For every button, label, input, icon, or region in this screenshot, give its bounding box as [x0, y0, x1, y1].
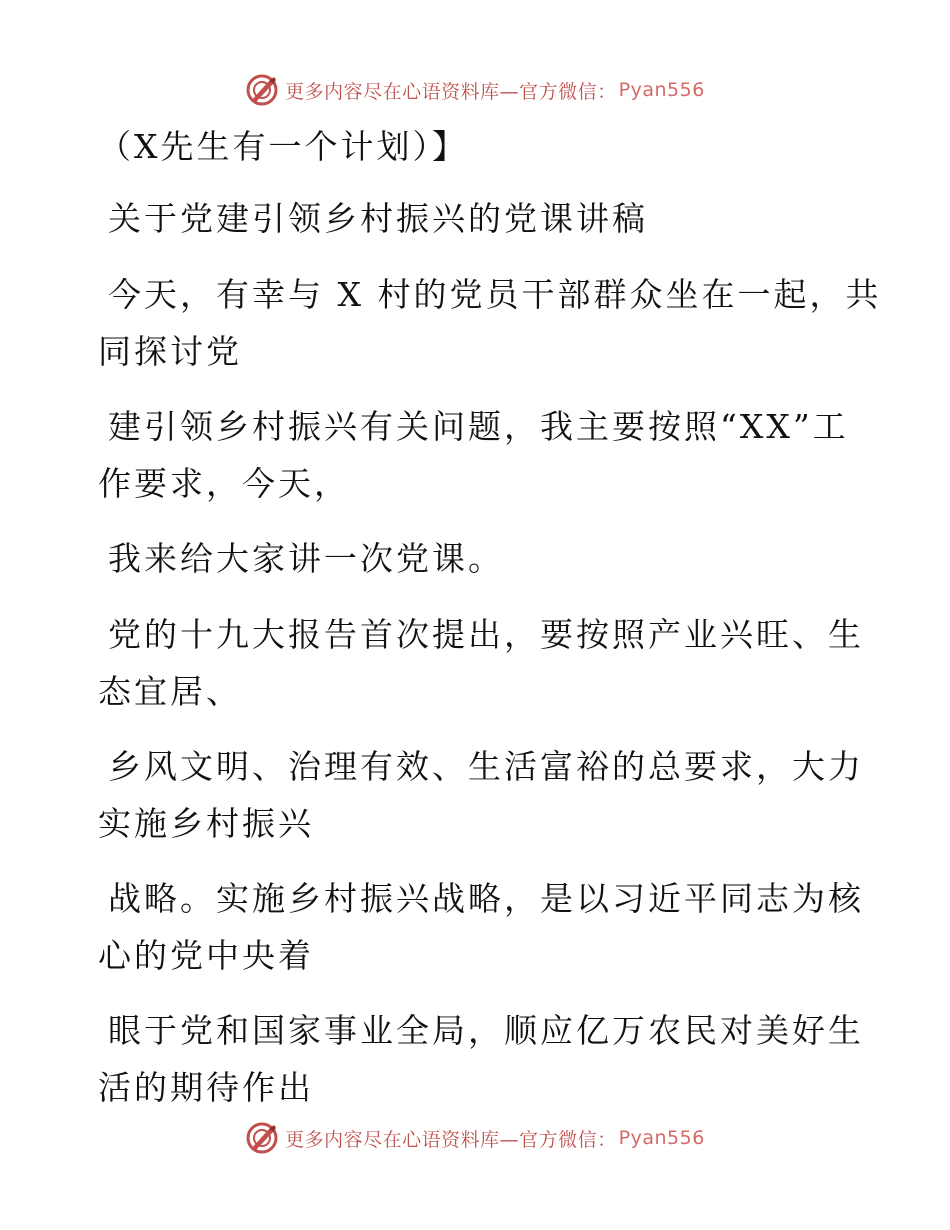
brush-pen-logo-icon	[245, 1121, 279, 1155]
paragraph-line: 活的期待作出	[98, 1068, 314, 1107]
paragraph	[98, 738, 864, 852]
document-title: 关于党建引领乡村振兴的党课讲稿	[108, 199, 648, 238]
paragraph-line: 战略。实施乡村振兴战略，是以习近平同志为核	[108, 879, 864, 918]
brush-pen-logo-icon	[245, 73, 279, 107]
paragraph	[98, 1002, 864, 1116]
paragraph	[98, 606, 864, 720]
paragraph-title	[98, 190, 858, 247]
paragraph	[98, 398, 858, 512]
paragraph-line: 同探讨党	[98, 332, 242, 371]
watermark-banner-top	[0, 70, 950, 110]
watermark-banner-bottom	[0, 1118, 950, 1158]
paragraph-line: 态宜居、	[98, 672, 242, 711]
paragraph-line: 心的党中央着	[98, 936, 314, 975]
paragraph-line: 作要求，今天，	[98, 464, 350, 503]
paragraph	[98, 870, 864, 984]
watermark-text: 更多内容尽在心语资料库—官方微信：	[285, 1128, 617, 1151]
paragraph-line: 今天，有幸与 X 村的党员干部群众坐在一起，共	[108, 275, 882, 314]
watermark-account: Pyan556	[618, 1127, 705, 1149]
watermark-text: 更多内容尽在心语资料库—官方微信：	[285, 80, 617, 103]
watermark-account: Pyan556	[618, 79, 705, 101]
paragraph-line: 乡风文明、治理有效、生活富裕的总要求，大力	[108, 747, 864, 786]
paragraph-line: 建引领乡村振兴有关问题，我主要按照“XX”工	[108, 407, 849, 446]
paragraph-line: 眼于党和国家事业全局，顺应亿万农民对美好生	[108, 1011, 864, 1050]
paragraph	[98, 118, 858, 175]
paragraph-line: 我来给大家讲一次党课。	[108, 539, 504, 578]
paragraph	[98, 530, 858, 587]
paragraph	[98, 266, 882, 380]
paragraph-line: 实施乡村振兴	[98, 804, 314, 843]
paragraph-line: 党的十九大报告首次提出，要按照产业兴旺、生	[108, 615, 864, 654]
paragraph-line: （X先生有一个计划）】	[98, 127, 468, 166]
